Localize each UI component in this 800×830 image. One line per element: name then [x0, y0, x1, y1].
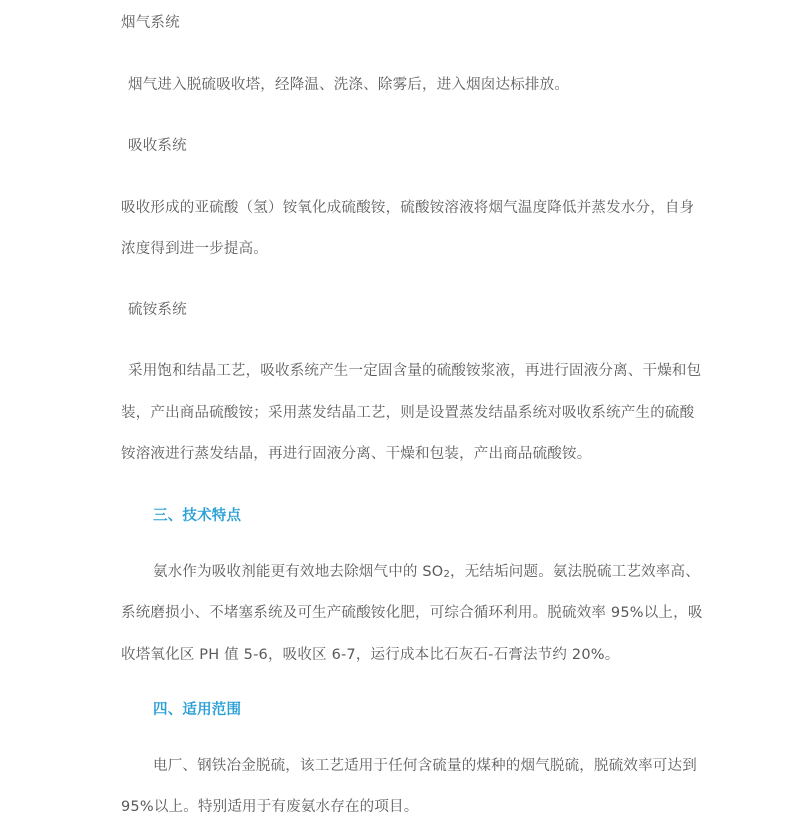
ammonium-sulfate-text-line-2: 装，产出商品硫酸铵；采用蒸发结晶工艺，则是设置蒸发结晶系统对吸收系统产生的硫酸 [121, 405, 695, 421]
flue-gas-text: 烟气进入脱硫吸收塔，经降温、洗涤、除雾后，进入烟囱达标排放。 [128, 77, 569, 93]
absorption-text-line-1: 吸收形成的亚硫酸（氢）铵氧化成硫酸铵，硫酸铵溶液将烟气温度降低并蒸发水分，自身 [121, 200, 695, 216]
so2-subscript: 2 [443, 569, 450, 580]
absorption-text-line-2: 浓度得到进一步提高。 [121, 241, 268, 257]
features-text-line-1-start: 氨水作为吸收剂能更有效地去除烟气中的 SO [153, 564, 444, 580]
features-text-line-1-end: ，无结垢问题。氨法脱硫工艺效率高、 [450, 564, 700, 580]
scope-heading: 四、适用范围 [153, 702, 242, 718]
absorption-title: 吸收系统 [128, 138, 187, 154]
ammonium-sulfate-title: 硫铵系统 [128, 302, 187, 318]
features-text-line-3: 收塔氧化区 PH 值 5-6，吸收区 6-7，运行成本比石灰石-石膏法节约 20%。 [121, 647, 620, 663]
ammonium-sulfate-text-line-3: 铵溶液进行蒸发结晶，再进行固液分离、干燥和包装，产出商品硫酸铵。 [121, 446, 592, 462]
scope-text-line-2: 95%以上。特别适用于有废氨水存在的项目。 [121, 799, 419, 815]
features-text-line-1 [153, 562, 700, 582]
ammonium-sulfate-text-line-1: 采用饱和结晶工艺，吸收系统产生一定固含量的硫酸铵浆液，再进行固液分离、干燥和包 [128, 363, 702, 379]
features-text-line-2: 系统磨损小、不堵塞系统及可生产硫酸铵化肥，可综合循环利用。脱硫效率 95%以上，吸 [121, 605, 703, 621]
flue-gas-title: 烟气系统 [121, 15, 180, 31]
scope-text-line-1: 电厂、钢铁冶金脱硫，该工艺适用于任何含硫量的煤种的烟气脱硫，脱硫效率可达到 [153, 758, 697, 774]
features-heading: 三、技术特点 [153, 508, 242, 524]
